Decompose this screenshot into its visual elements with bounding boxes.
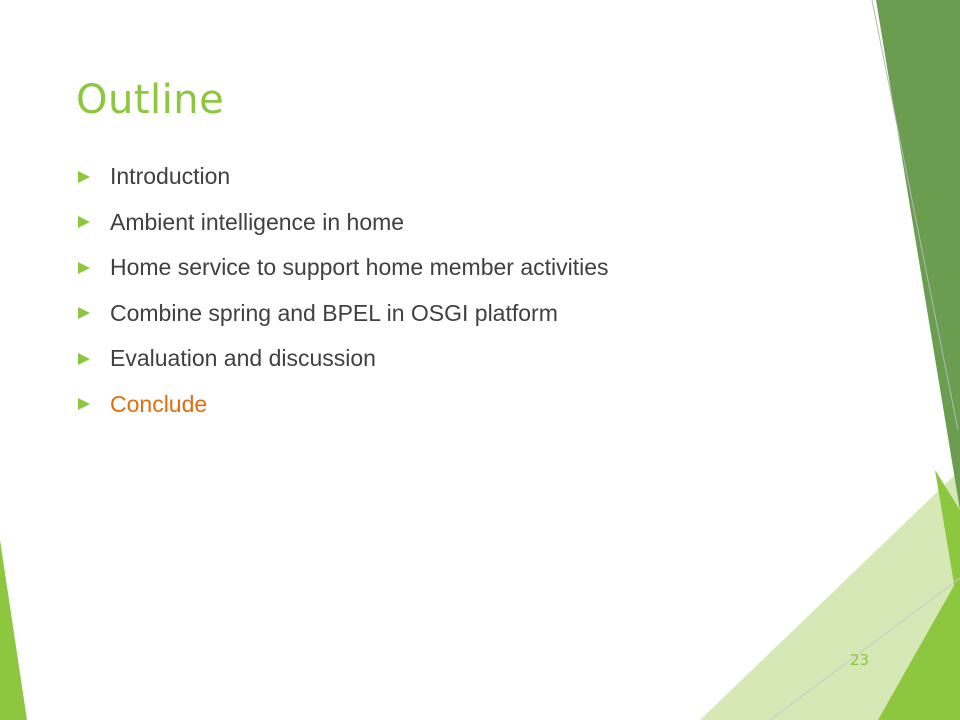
outline-item-spring-bpel (78, 291, 609, 337)
left-green-sliver (0, 540, 27, 720)
outline-item-label: Introduction (110, 163, 231, 190)
triangle-arrow-icon (78, 216, 90, 228)
triangle-arrow-icon (78, 398, 90, 410)
triangle-arrow-icon (78, 307, 90, 319)
outline-item-conclude (78, 382, 609, 428)
outline-item-evaluation (78, 336, 609, 382)
outline-item-label: Home service to support home member activities (110, 254, 609, 281)
outline-item-label: Combine spring and BPEL in OSGI platform (110, 299, 558, 326)
slide-number: 23 (850, 651, 870, 669)
slide-title: Outline (76, 77, 225, 123)
outline-item-introduction (78, 154, 609, 200)
outline-item-home-service (78, 245, 609, 291)
outline-item-label: Evaluation and discussion (110, 345, 376, 372)
triangle-arrow-icon (78, 353, 90, 365)
outline-list (78, 154, 609, 427)
dark-green-triangle (876, 0, 960, 510)
outline-item-ambient-intelligence (78, 200, 609, 246)
outline-item-label: Conclude (110, 390, 208, 417)
triangle-arrow-icon (78, 171, 90, 183)
outline-item-label: Ambient intelligence in home (110, 208, 405, 235)
triangle-arrow-icon (78, 262, 90, 274)
